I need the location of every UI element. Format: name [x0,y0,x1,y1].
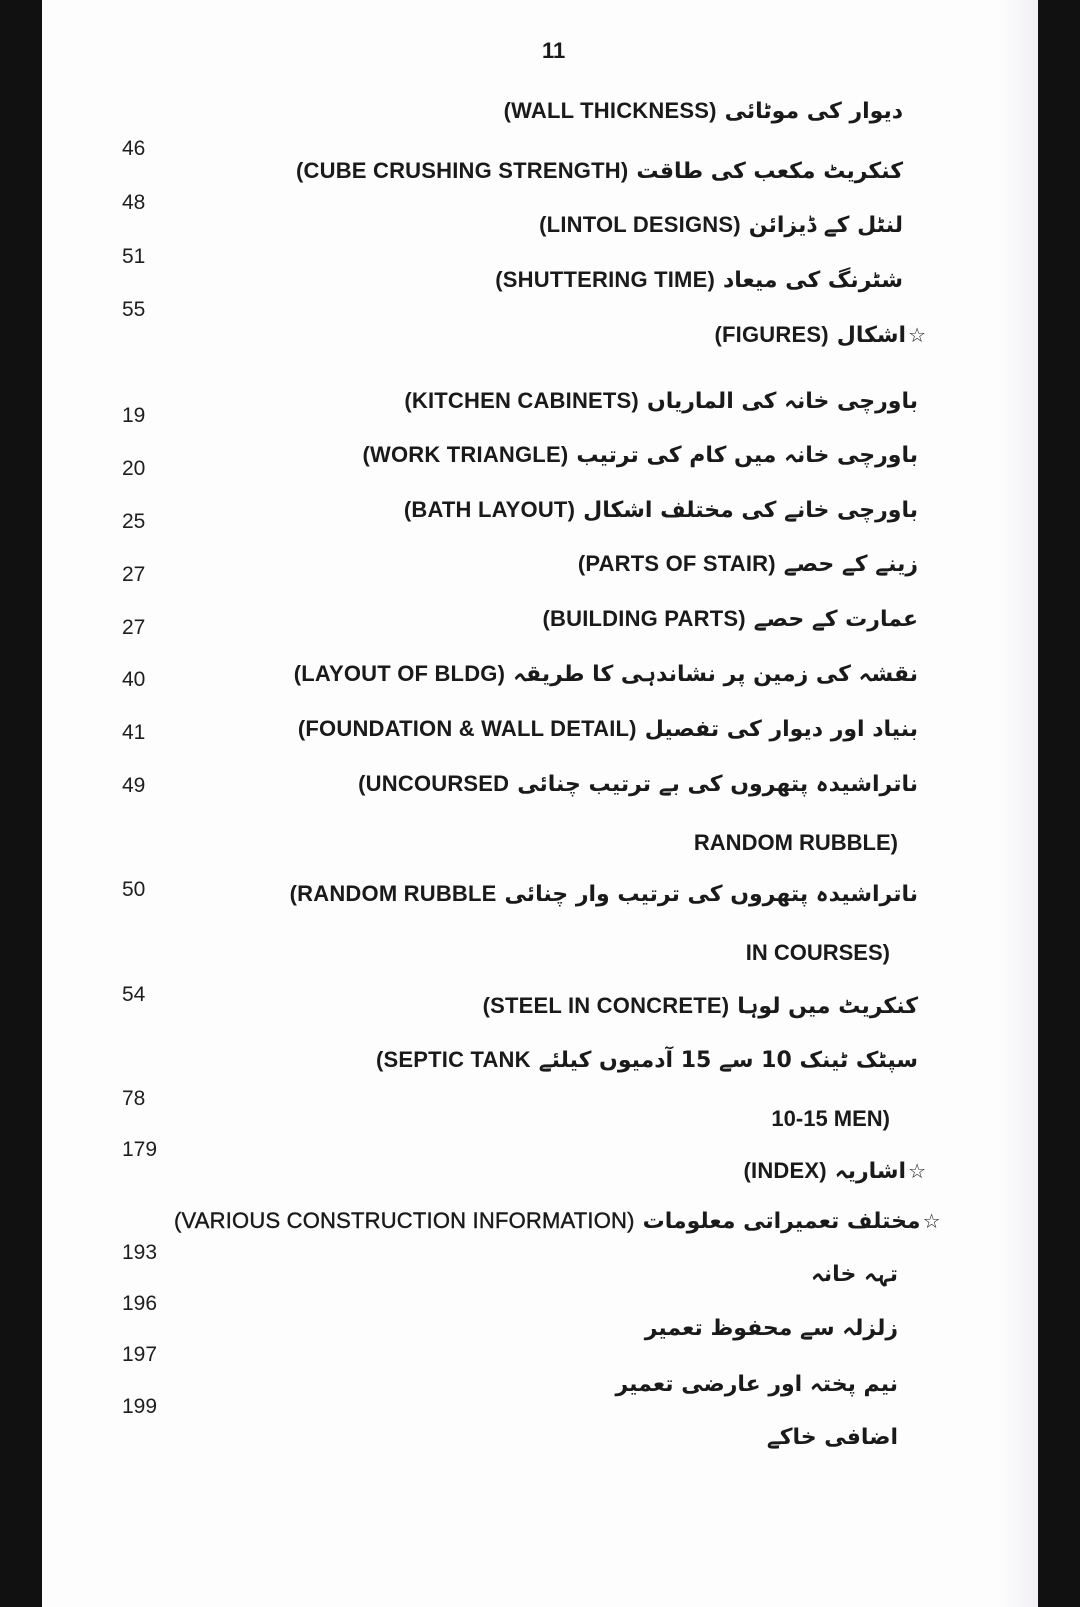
page-ref: 27 [122,616,146,639]
page-ref: 199 [122,1395,158,1418]
toc-entry-kitchen-cabinets: (KITCHEN CABINETS) باورچی خانہ کی الماریاں [404,388,918,414]
page-ref: 25 [122,510,146,533]
star-icon: ☆ [908,1159,926,1183]
section-heading-figures: (FIGURES) اشکال ☆ [714,322,926,348]
section-heading-various: (VARIOUS CONSTRUCTION INFORMATION) مختلف تعمیراتی معلومات ☆ [174,1208,941,1234]
star-icon: ☆ [908,323,926,347]
star-icon: ☆ [922,1209,941,1233]
toc-entry-bath-layout: (BATH LAYOUT) باورچی خانے کی مختلف اشکال [403,497,918,523]
toc-entry-continuation: IN COURSES) [745,940,890,965]
toc-entry-semi-temporary: نیم پختہ اور عارضی تعمیر [615,1372,898,1397]
page-ref: 48 [122,191,146,214]
toc-entry-earthquake-safe: زلزلہ سے محفوظ تعمیر [644,1316,898,1341]
page-ref: 46 [122,137,146,160]
page-ref: 193 [122,1241,158,1264]
toc-entry-lintol-designs: (LINTOL DESIGNS) لنٹل کے ڈیزائن [539,212,903,238]
toc-entry-wall-thickness: (WALL THICKNESS) دیوار کی موٹائی [503,98,903,124]
page-ref: 41 [122,721,146,744]
page-ref: 40 [122,668,146,691]
section-heading-index: (INDEX) اشاریہ ☆ [743,1158,926,1184]
toc-entry-work-triangle: (WORK TRIANGLE) باورچی خانہ میں کام کی ترتیب [362,442,918,468]
page-ref: 55 [122,298,146,321]
page-ref: 27 [122,563,146,586]
page-ref: 197 [122,1343,158,1366]
page-ref: 78 [122,1087,146,1110]
toc-entry-continuation: 10-15 MEN) [771,1106,890,1131]
toc-entry-layout-of-bldg: (LAYOUT OF BLDG) نقشہ کی زمین پر نشاندہی کا طریقہ [293,661,918,687]
toc-entry-continuation: RANDOM RUBBLE) [693,830,898,855]
page-ref: 196 [122,1292,158,1315]
page-ref: 20 [122,457,146,480]
toc-entry-steel-in-concrete: (STEEL IN CONCRETE) کنکریٹ میں لوہا [482,993,918,1019]
page-ref: 50 [122,878,146,901]
page-ref: 51 [122,245,146,268]
toc-entry-extra-sketches: اضافی خاکے [766,1425,898,1450]
toc-entry-random-rubble-in-courses: (RANDOM RUBBLE ناتراشیدہ پتھروں کی ترتیب وار چنائی [289,881,918,907]
toc-entry-septic-tank: (SEPTIC TANK سپٹک ٹینک 10 سے 15 آدمیوں کیلئے [375,1047,918,1073]
toc-entry-shuttering-time: (SHUTTERING TIME) شٹرنگ کی میعاد [495,267,903,293]
toc-entry-cube-crushing: (CUBE CRUSHING STRENGTH) کنکریٹ مکعب کی طاقت [296,158,903,184]
page-ref: 19 [122,404,146,427]
page-edge-shadow [998,0,1038,1607]
page-ref: 49 [122,774,146,797]
book-page [42,0,1038,1607]
toc-entry-building-parts: (BUILDING PARTS) عمارت کے حصے [542,606,918,632]
toc-entry-parts-of-stair: (PARTS OF STAIR) زینے کے حصے [577,551,918,577]
page-ref: 54 [122,983,146,1006]
toc-entry-basement: تہہ خانہ [811,1262,898,1287]
page-ref: 179 [122,1138,158,1161]
page-number: 11 [542,38,566,63]
toc-entry-foundation-wall-detail: (FOUNDATION & WALL DETAIL) بنیاد اور دیوار کی تفصیل [297,716,918,742]
toc-entry-uncoursed-random-rubble: (UNCOURSED ناتراشیدہ پتھروں کی بے ترتیب چنائی [358,771,918,797]
